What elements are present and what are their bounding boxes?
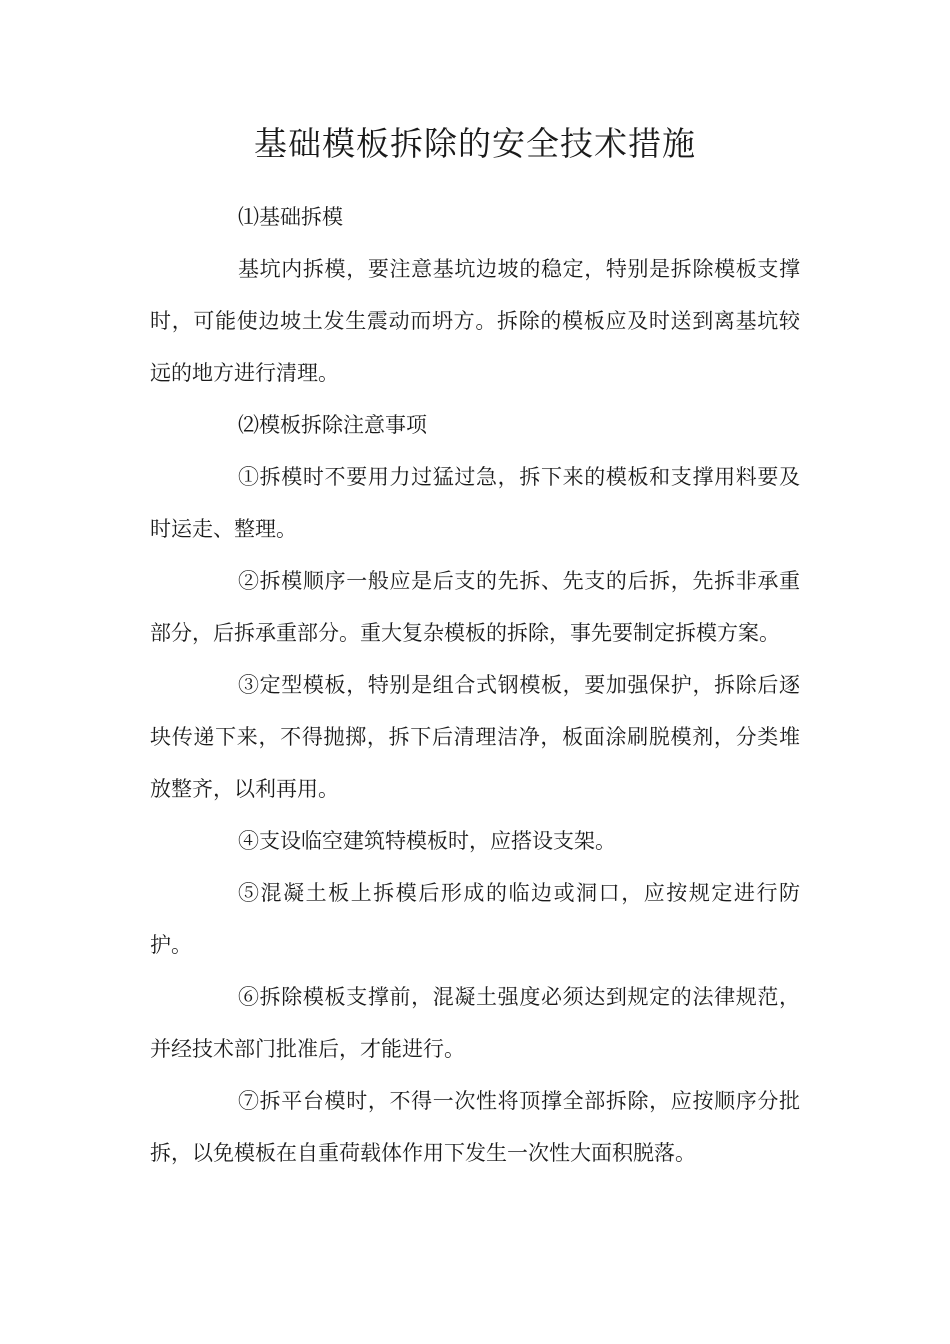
list-item-5: ⑤混凝土板上拆模后形成的临边或洞口，应按规定进行防护。 xyxy=(150,881,800,957)
document-body xyxy=(150,191,800,1179)
list-item-1: ①拆模时不要用力过猛过急，拆下来的模板和支撑用料要及时运走、整理。 xyxy=(150,465,800,541)
paragraph-foundation-removal: 基坑内拆模，要注意基坑边坡的稳定，特别是拆除模板支撑时，可能使边坡土发生震动而坍方。拆除的模板应及时送到离基坑较远的地方进行清理。 xyxy=(150,257,800,385)
list-item-3: ③定型模板，特别是组合式钢模板，要加强保护，拆除后逐块传递下来，不得抛掷，拆下后清理洁净，板面涂刷脱模剂，分类堆放整齐，以利再用。 xyxy=(150,673,800,801)
list-item-7: ⑦拆平台模时，不得一次性将顶撑全部拆除，应按顺序分批拆，以免模板在自重荷载体作用下发生一次性大面积脱落。 xyxy=(150,1089,800,1165)
list-item-4: ④支设临空建筑特模板时，应搭设支架。 xyxy=(238,829,616,853)
section-heading-foundation: ⑴基础拆模 xyxy=(238,205,343,229)
list-item-2: ②拆模顺序一般应是后支的先拆、先支的后拆，先拆非承重部分，后拆承重部分。重大复杂模板的拆除，事先要制定拆模方案。 xyxy=(150,569,800,645)
list-item-6: ⑥拆除模板支撑前，混凝土强度必须达到规定的法律规范，并经技术部门批准后，才能进行。 xyxy=(150,985,800,1061)
document-title: 基础模板拆除的安全技术措施 xyxy=(254,124,696,163)
section-heading-precautions: ⑵模板拆除注意事项 xyxy=(238,413,427,437)
